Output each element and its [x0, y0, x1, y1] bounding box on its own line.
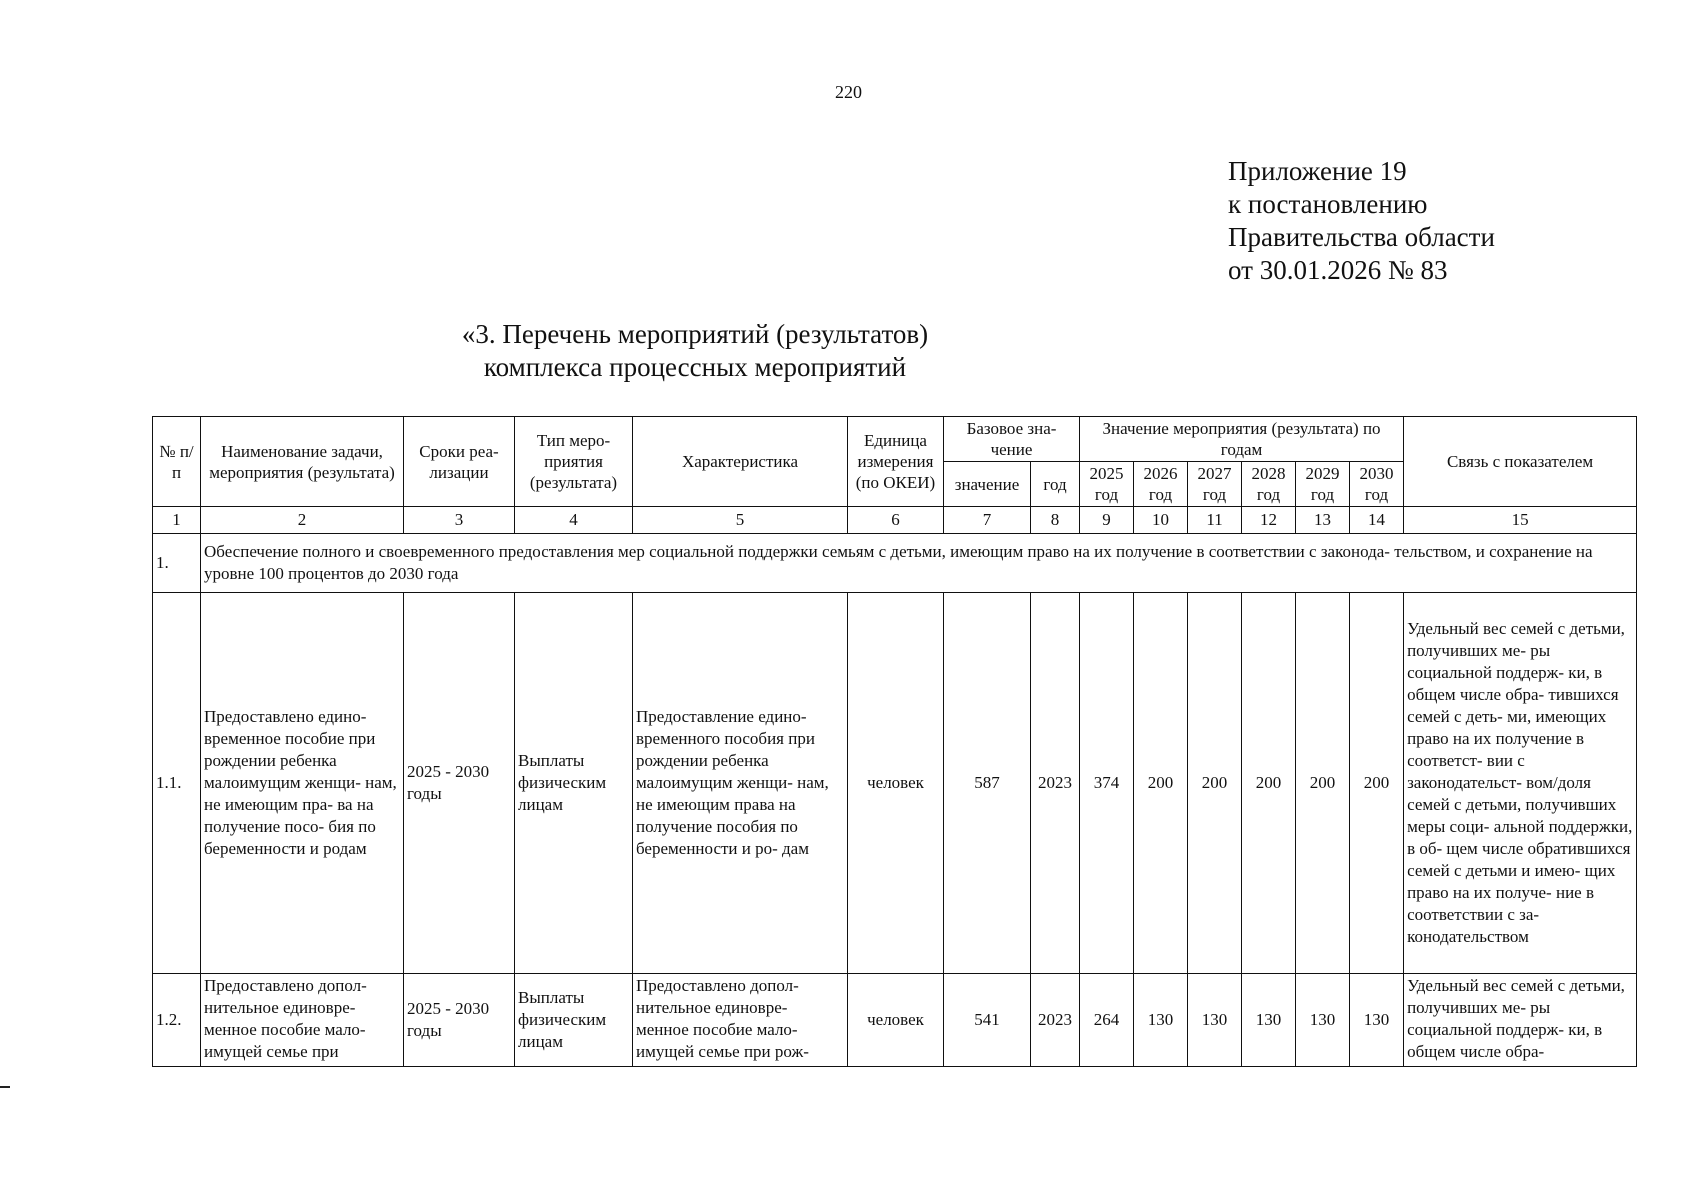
row-base-value: 541: [944, 974, 1031, 1067]
header-base-value: значение: [944, 462, 1031, 507]
row-value-2027: 130: [1188, 974, 1242, 1067]
header-description: Характеристика: [633, 417, 848, 507]
column-number: 7: [944, 507, 1031, 534]
row-value-2027: 200: [1188, 593, 1242, 974]
header-base-year: год: [1031, 462, 1080, 507]
header-unit: Единица измерения (по ОКЕИ): [848, 417, 944, 507]
row-num: 1.2.: [153, 974, 201, 1067]
row-value-2026: 130: [1134, 974, 1188, 1067]
column-number: 10: [1134, 507, 1188, 534]
header-type: Тип меро- приятия (результата): [515, 417, 633, 507]
header-year-2028: 2028 год: [1242, 462, 1296, 507]
column-number: 1: [153, 507, 201, 534]
row-num: 1.1.: [153, 593, 201, 974]
row-name: Предоставлено едино- временное пособие при рождении ребенка малоимущим женщи- нам, не имеющим пра- ва на получение посо- бия по беременности и родам: [201, 593, 404, 974]
appendix-line-1: Приложение 19: [1228, 156, 1407, 186]
column-number: 2: [201, 507, 404, 534]
column-number: 12: [1242, 507, 1296, 534]
header-values-by-year: Значение мероприятия (результата) по годам: [1080, 417, 1404, 462]
column-number: 11: [1188, 507, 1242, 534]
column-number: 14: [1350, 507, 1404, 534]
header-num: № п/п: [153, 417, 201, 507]
row-value-2026: 200: [1134, 593, 1188, 974]
row-value-2025: 374: [1080, 593, 1134, 974]
row-description: Предоставление едино- временного пособия при рождении ребенка малоимущим женщи- нам, не имеющим права на получение пособия по беременности и ро- дам: [633, 593, 848, 974]
document-title: [0, 318, 1390, 384]
appendix-line-4: от 30.01.2026 № 83: [1228, 255, 1448, 285]
row-link: Удельный вес семей с детьми, получивших ме- ры социальной поддерж- ки, в общем числе обра- тившихся семей с деть- ми, имеющих право на их получение в соответст- вии с законодательст- вом/доля семей с детьми, получивших меры соци- альной поддержки, в об- щем числе обратившихся семей с детьми и имею- щих право на их получе- ние в соответствии с за- конодательством: [1404, 593, 1637, 974]
title-line-2: комплекса процессных мероприятий: [483, 352, 907, 382]
header-year-2026: 2026 год: [1134, 462, 1188, 507]
page-number: 220: [835, 82, 862, 102]
row-period: 2025 - 2030 годы: [404, 974, 515, 1067]
row-base-year: 2023: [1031, 593, 1080, 974]
row-base-year: 2023: [1031, 974, 1080, 1067]
row-unit: человек: [848, 974, 944, 1067]
header-year-2030: 2030 год: [1350, 462, 1404, 507]
row-type: Выплаты физическим лицам: [515, 974, 633, 1067]
row-link: Удельный вес семей с детьми, получивших ме- ры социальной поддерж- ки, в общем числе обра-: [1407, 976, 1625, 1061]
row-name: Предоставлено допол- нительное единовре- менное пособие мало- имущей семье при: [204, 976, 367, 1061]
column-number: 3: [404, 507, 515, 534]
table-row: [153, 974, 1637, 1067]
column-number: 6: [848, 507, 944, 534]
row-value-2025: 264: [1080, 974, 1134, 1067]
events-table: [152, 416, 1637, 1067]
title-line-1: «3. Перечень мероприятий (результатов): [461, 319, 929, 349]
header-name: Наименование задачи, мероприятия (результата): [201, 417, 404, 507]
column-number: 4: [515, 507, 633, 534]
column-number: 8: [1031, 507, 1080, 534]
header-year-2029: 2029 год: [1296, 462, 1350, 507]
task-text: Обеспечение полного и своевременного предоставления мер социальной поддержки семьям с детьми, имеющим право на их получение в соответствии с законода- тельством, и сохранение на уровне 100 процентов до 2030 года: [201, 534, 1637, 593]
row-value-2028: 200: [1242, 593, 1296, 974]
task-row: [153, 534, 1637, 593]
row-value-2030: 130: [1350, 974, 1404, 1067]
header-link: Связь с показателем: [1404, 417, 1637, 507]
appendix-line-3: Правительства области: [1228, 222, 1495, 252]
header-year-2025: 2025 год: [1080, 462, 1134, 507]
header-period: Сроки реа- лизации: [404, 417, 515, 507]
header-year-2027: 2027 год: [1188, 462, 1242, 507]
row-description: Предоставлено допол- нительное единовре- менное пособие мало- имущей семье при рож-: [636, 976, 809, 1061]
column-number: 5: [633, 507, 848, 534]
row-base-value: 587: [944, 593, 1031, 974]
row-value-2030: 200: [1350, 593, 1404, 974]
appendix-block: [1228, 155, 1495, 287]
scan-edge-mark: [0, 1086, 10, 1088]
row-unit: человек: [848, 593, 944, 974]
column-number: 15: [1404, 507, 1637, 534]
row-type: Выплаты физическим лицам: [515, 593, 633, 974]
column-number: 13: [1296, 507, 1350, 534]
column-number: 9: [1080, 507, 1134, 534]
header-base: Базовое зна- чение: [944, 417, 1080, 462]
row-value-2028: 130: [1242, 974, 1296, 1067]
row-value-2029: 130: [1296, 974, 1350, 1067]
row-value-2029: 200: [1296, 593, 1350, 974]
header-row-1: [153, 417, 1637, 462]
table-row: [153, 593, 1637, 974]
appendix-line-2: к постановлению: [1228, 189, 1428, 219]
task-num: 1.: [153, 534, 201, 593]
row-period: 2025 - 2030 годы: [404, 593, 515, 974]
column-number-row: [153, 507, 1637, 534]
